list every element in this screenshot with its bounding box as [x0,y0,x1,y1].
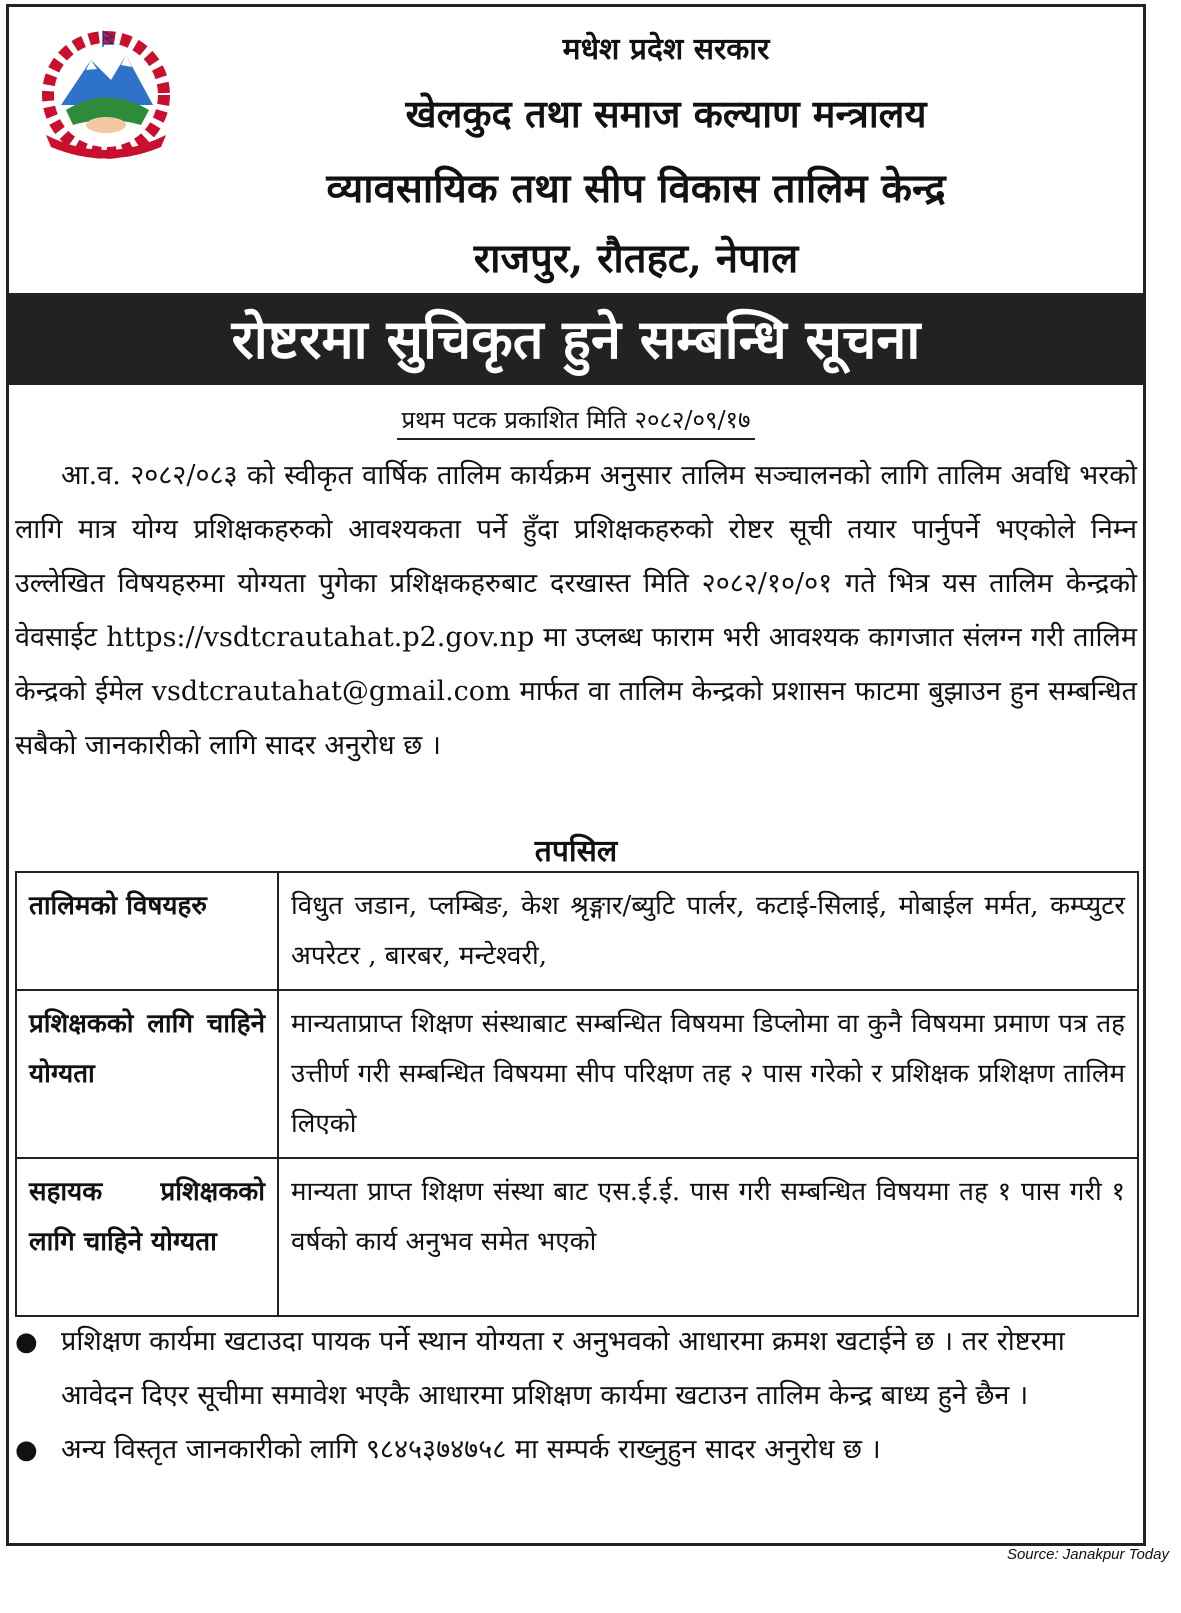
details-table [15,871,1139,1317]
row-label: प्रशिक्षकको लागि चाहिने योग्यता [16,990,278,1158]
row-label: तालिमको विषयहरु [16,872,278,990]
notice-document [6,4,1146,1546]
row-value: मान्यताप्राप्त शिक्षण संस्थाबाट सम्बन्धित विषयमा डिप्लोमा वा कुनै विषयमा प्रमाण पत्र तह उत्तीर्ण गरी सम्बन्धित विषयमा सीप परिक्षण तह २ पास गरेको र प्रशिक्षक प्रशिक्षण तालिम लिएको [278,990,1138,1158]
note-text: प्रशिक्षण कार्यमा खटाउदा पायक पर्ने स्थान योग्यता र अनुभवको आधारमा क्रमश खटाईने छ । तर रोष्टरमा आवेदन दिएर सूचीमा समावेश भएकै आधारमा प्रशिक्षण कार्यमा खटाउन तालिम केन्द्र बाध्य हुने छैन । [61,1326,1065,1411]
notice-body-text: आ.व. २०८२/०८३ को स्वीकृत वार्षिक तालिम कार्यक्रम अनुसार तालिम सञ्चालनको लागि तालिम अवधि भरको लागि मात्र योग्य प्रशिक्षकहरुको आवश्यकता पर्ने हुँदा प्रशिक्षकहरुको रोष्टर सूची तयार पार्नुपर्ने भएकोले निम्न उल्लेखित विषयहरुमा योग्यता पुगेका प्रशिक्षकहरुबाट दरखास्त मिति २०८२/१०/०१ गते भित्र यस तालिम केन्द्रको वेवसाईट https://vsdtcrautahat.p2.gov.np मा उप्लब्ध फाराम भरी आवश्यक कागजात संलग्न गरी तालिम केन्द्रको ईमेल vsdtcrautahat@gmail.com मार्फत वा तालिम केन्द्रको प्रशासन फाटमा बुझाउन हुन सम्बन्धित सबैको जानकारीको लागि सादर अनुरोध छ । [15,460,1137,761]
bullet-icon: ● [15,1327,38,1357]
office-name: व्यावसायिक तथा सीप विकास तालिम केन्द्र [326,165,946,212]
row-value: मान्यता प्राप्त शिक्षण संस्था बाट एस.ई.ई. पास गरी सम्बन्धित विषयमा तह १ पास गरी १ वर्षको कार्य अनुभव समेत भएको [278,1158,1138,1316]
list-item [15,1315,1137,1423]
nepal-emblem-icon [31,25,181,165]
publish-date [9,403,1143,436]
publish-date-text: प्रथम पटक प्रकाशित मिति २०८२/०९/१७ [397,406,754,440]
government-name: मधेश प्रदेश सरकार [562,32,770,67]
row-label: सहायक प्रशिक्षकको लागि चाहिने योग्यता [16,1158,278,1316]
table-row [16,990,1138,1158]
ministry-name: खेलकुद तथा समाज कल्याण मन्त्रालय [405,91,927,136]
notice-title: रोष्टरमा सुचिकृत हुने सम्बन्धि सूचना [9,293,1143,385]
details-heading: तपसिल [534,834,618,869]
source-credit: Source: Janakpur Today [1006,1546,1169,1563]
notice-body [15,449,1137,773]
row-value: विधुत जडान, प्लम्बिङ, केश श्रृङ्गार/ब्युटि पार्लर, कटाई-सिलाई, मोबाईल मर्मत, कम्प्युटर अपरेटर , बारबर, मन्टेश्वरी, [278,872,1138,990]
table-row [16,1158,1138,1316]
bullet-icon: ● [15,1435,38,1465]
list-item [15,1423,1137,1477]
notes-list [15,1315,1137,1477]
table-row [16,872,1138,990]
office-address: राजपुर, रौतहट, नेपाल [473,235,799,282]
note-text: अन्य विस्तृत जानकारीको लागि ९८४५३७४७५८ मा सम्पर्क राख्नुहुन सादर अनुरोध छ । [61,1434,881,1465]
